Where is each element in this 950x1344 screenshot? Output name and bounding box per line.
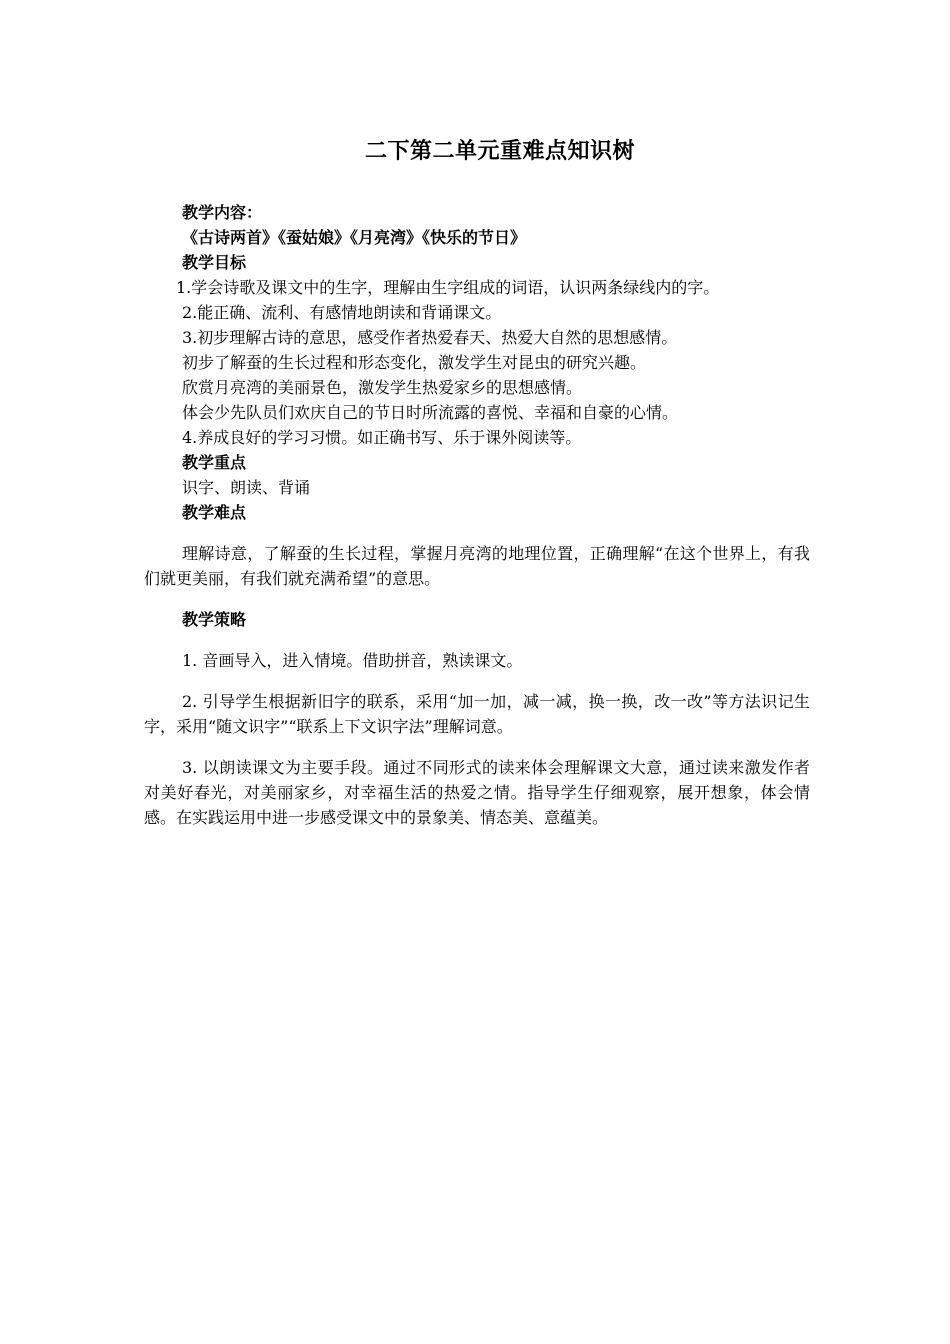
- content-heading: 教学内容：: [182, 203, 263, 222]
- difficulty-text: 理解诗意，了解蚕的生长过程，掌握月亮湾的地理位置，正确理解“在这个世界上，有我们就更美丽，有我们就充满希望”的意思。: [144, 544, 810, 588]
- key-points-heading: 教学重点: [182, 453, 247, 472]
- difficulty-heading: 教学难点: [182, 503, 247, 522]
- goal-item-3c: 体会少先队员们欢庆自己的节日时所流露的喜悦、幸福和自豪的心情。: [182, 403, 679, 422]
- goal-item-3: 3.初步理解古诗的意思，感受作者热爱春天、热爱大自然的思想感情。: [182, 328, 678, 347]
- goal-item-3a: 初步了解蚕的生长过程和形态变化，激发学生对昆虫的研究兴趣。: [182, 353, 647, 372]
- strategy-item-1: 1. 音画导入，进入情境。借助拼音，熟读课文。: [182, 651, 523, 670]
- goals-heading: 教学目标: [182, 253, 247, 272]
- document-title: 二下第二单元重难点知识树: [364, 139, 635, 164]
- goal-item-4: 4.养成良好的学习习惯。如正确书写、乐于课外阅读等。: [182, 428, 582, 447]
- goal-item-1: 1.学会诗歌及课文中的生字，理解由生字组成的词语，认识两条绿线内的字。: [176, 278, 720, 297]
- goal-item-3b: 欣赏月亮湾的美丽景色，激发学生热爱家乡的思想感情。: [182, 378, 583, 397]
- strategy-heading: 教学策略: [182, 610, 247, 629]
- content-lesson-list: 《古诗两首》《蚕姑娘》《月亮湾》《快乐的节日》: [182, 228, 527, 247]
- strategy-item-3: 3. 以朗读课文为主要手段。通过不同形式的读来体会理解课文大意，通过读来激发作者对美好春光，对美丽家乡，对幸福生活的热爱之情。指导学生仔细观察，展开想象，体会情感。在实践运用中进一步感受课文中的景象美、情态美、意蕴美。: [144, 758, 810, 827]
- goal-item-2: 2.能正确、流利、有感情地朗读和背诵课文。: [182, 303, 502, 322]
- document-body: [144, 200, 810, 846]
- key-points-text: 识字、朗读、背诵: [182, 478, 311, 497]
- strategy-item-2: 2. 引导学生根据新旧字的联系，采用“加一加，减一减，换一换，改一改”等方法识记生字，采用“随文识字”“联系上下文识字法”理解词意。: [144, 692, 810, 736]
